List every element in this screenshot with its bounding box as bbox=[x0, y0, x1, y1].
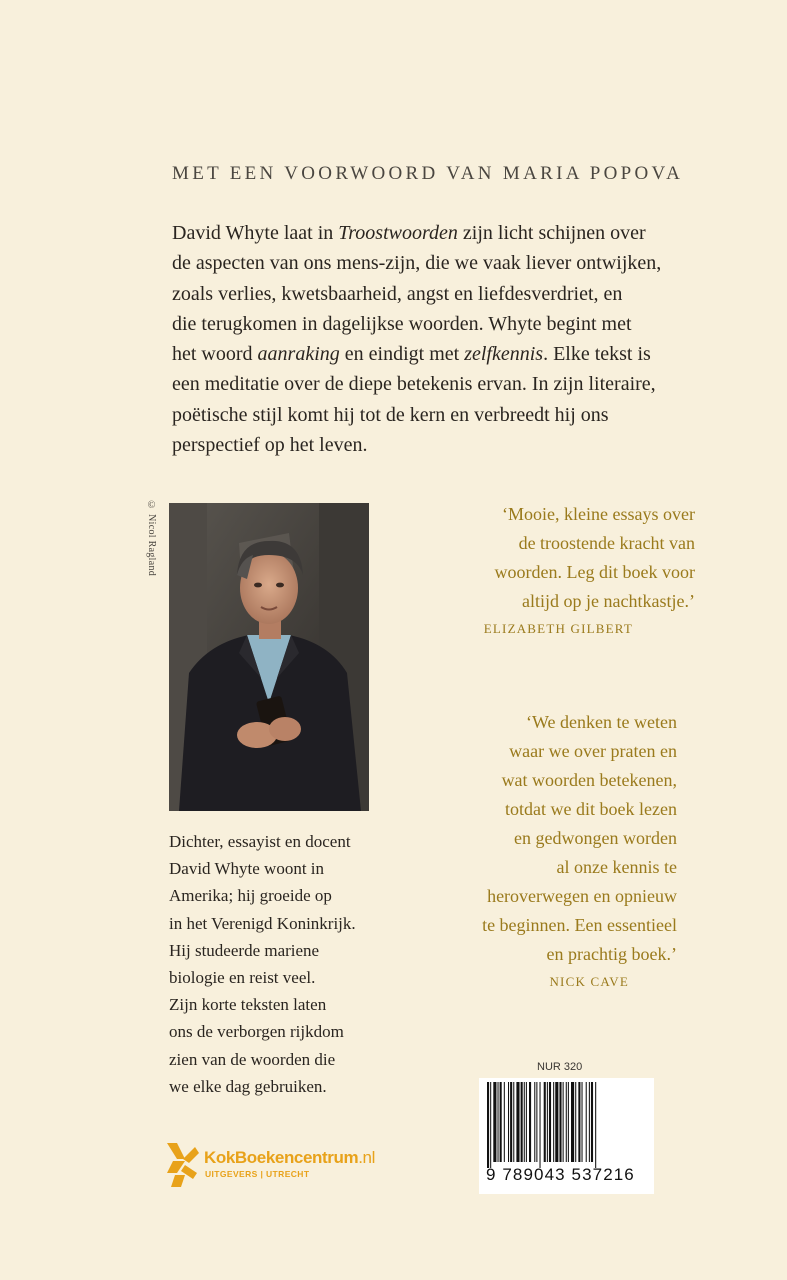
bio-line: biologie en reist veel. bbox=[169, 968, 316, 988]
quote-line: en prachtig boek.’ bbox=[546, 944, 677, 964]
quote-line: woorden. Leg dit boek voor bbox=[494, 562, 695, 582]
barcode-bar bbox=[516, 1082, 519, 1162]
blurb-line bbox=[172, 218, 692, 248]
quote-author: ELIZABETH GILBERT bbox=[483, 621, 633, 636]
quote-line: ‘Mooie, kleine essays over bbox=[502, 504, 695, 524]
barcode-bar bbox=[568, 1082, 569, 1162]
emphasis-word: zelfkennis bbox=[464, 343, 544, 366]
quote-line: de troostende kracht van bbox=[518, 533, 695, 553]
bio-line: ons de verborgen rijkdom bbox=[169, 1022, 344, 1042]
barcode-bar bbox=[526, 1082, 527, 1162]
barcode-bar bbox=[582, 1082, 583, 1162]
bio-line: David Whyte woont in bbox=[169, 859, 325, 879]
author-portrait-illustration bbox=[169, 503, 369, 811]
quote-line: wat woorden betekenen, bbox=[501, 770, 677, 790]
quote-cave bbox=[377, 708, 677, 992]
bio-line: we elke dag gebruiken. bbox=[169, 1076, 327, 1096]
blurb-line: de aspecten van ons mens-zijn, die we vaak liever ontwijken, bbox=[172, 252, 662, 275]
barcode-bar bbox=[524, 1082, 525, 1162]
barcode-bar bbox=[595, 1082, 596, 1168]
bio-line: in het Verenigd Koninkrijk. bbox=[169, 913, 356, 933]
book-title: Troostwoorden bbox=[338, 222, 458, 244]
barcode-bar bbox=[578, 1082, 580, 1162]
quote-gilbert bbox=[395, 500, 695, 639]
publisher-subtitle: UITGEVERS | UTRECHT bbox=[205, 1169, 310, 1179]
emphasis-word: aanraking bbox=[257, 343, 340, 366]
barcode-bar bbox=[498, 1082, 499, 1162]
quote-line: heroverwegen en opnieuw bbox=[487, 886, 677, 906]
barcode-bar bbox=[566, 1082, 567, 1162]
blurb-line: die terugkomen in dagelijkse woorden. Whyte begint met bbox=[172, 312, 632, 335]
publisher-name-tld: .nl bbox=[358, 1148, 375, 1167]
bio-line: Dichter, essayist en docent bbox=[169, 832, 351, 851]
barcode-bar bbox=[553, 1082, 554, 1162]
barcode-bar bbox=[547, 1082, 548, 1162]
barcode-bar bbox=[559, 1082, 561, 1162]
quote-line: waar we over praten en bbox=[509, 741, 677, 761]
barcode-bar bbox=[500, 1082, 502, 1162]
barcode-bar bbox=[493, 1082, 496, 1162]
barcode-bar bbox=[521, 1082, 523, 1162]
blurb-text bbox=[172, 218, 692, 460]
foreword-heading: MET EEN VOORWOORD VAN MARIA POPOVA bbox=[172, 163, 684, 184]
quote-line: totdat we dit boek lezen bbox=[505, 799, 677, 819]
barcode-bar bbox=[536, 1082, 537, 1162]
blurb-fragment: . Elke tekst is bbox=[543, 343, 651, 366]
blurb-line: perspectief op het leven. bbox=[172, 434, 368, 457]
quote-line: en gedwongen worden bbox=[514, 828, 677, 848]
barcode-bar bbox=[540, 1082, 541, 1168]
nur-code: NUR 320 bbox=[537, 1061, 583, 1073]
quote-author: NICK CAVE bbox=[549, 974, 629, 989]
barcode-bar bbox=[508, 1082, 509, 1162]
barcode-bar bbox=[487, 1082, 489, 1168]
barcode-bar bbox=[591, 1082, 593, 1162]
quote-line: te beginnen. Een essentieel bbox=[482, 915, 677, 935]
blurb-line: een meditatie over de diepe betekenis ervan. In zijn literaire, bbox=[172, 373, 656, 396]
barcode-bar bbox=[589, 1082, 590, 1162]
barcode-bar bbox=[549, 1082, 551, 1162]
bio-line: Amerika; hij groeide op bbox=[169, 886, 332, 906]
publisher-name bbox=[204, 1148, 375, 1168]
barcode-bar bbox=[586, 1082, 587, 1162]
barcode-bar bbox=[529, 1082, 531, 1162]
barcode-bar bbox=[563, 1082, 564, 1162]
bio-line: Zijn korte teksten laten bbox=[169, 995, 327, 1015]
blurb-line bbox=[172, 339, 692, 369]
quote-line: altijd op je nachtkastje.’ bbox=[522, 591, 695, 611]
publisher-logo-icon bbox=[163, 1139, 201, 1189]
barcode-bar bbox=[504, 1082, 505, 1162]
barcode-bar bbox=[575, 1082, 576, 1162]
blurb-fragment: het woord bbox=[172, 343, 258, 366]
blurb-line: poëtische stijl komt hij tot de kern en verbreedt hij ons bbox=[172, 403, 609, 426]
blurb-line: zoals verlies, kwetsbaarheid, angst en liefdesverdriet, en bbox=[172, 282, 623, 305]
barcode-bar bbox=[513, 1082, 514, 1162]
barcode-bar bbox=[544, 1082, 546, 1162]
photo-credit: © Nicol Ragland bbox=[146, 500, 157, 577]
blurb-fragment: en eindigt met bbox=[339, 343, 465, 366]
publisher-name-main: KokBoekencentrum bbox=[204, 1148, 359, 1167]
barcode-bar bbox=[510, 1082, 512, 1162]
quote-line: ‘We denken te weten bbox=[526, 712, 677, 732]
barcode-bar bbox=[571, 1082, 574, 1162]
barcode-bar bbox=[555, 1082, 558, 1162]
blurb-fragment: David Whyte laat in bbox=[172, 222, 339, 244]
barcode-bar bbox=[490, 1082, 491, 1168]
author-photo bbox=[169, 503, 369, 811]
bio-line: Hij studeerde mariene bbox=[169, 940, 320, 960]
bio-line: zien van de woorden die bbox=[169, 1049, 336, 1069]
barcode-bar bbox=[534, 1082, 535, 1162]
blurb-fragment: zijn licht schijnen over bbox=[457, 222, 646, 244]
quote-line: al onze kennis te bbox=[556, 857, 677, 877]
isbn-number: 9 789043 537216 bbox=[486, 1165, 635, 1184]
